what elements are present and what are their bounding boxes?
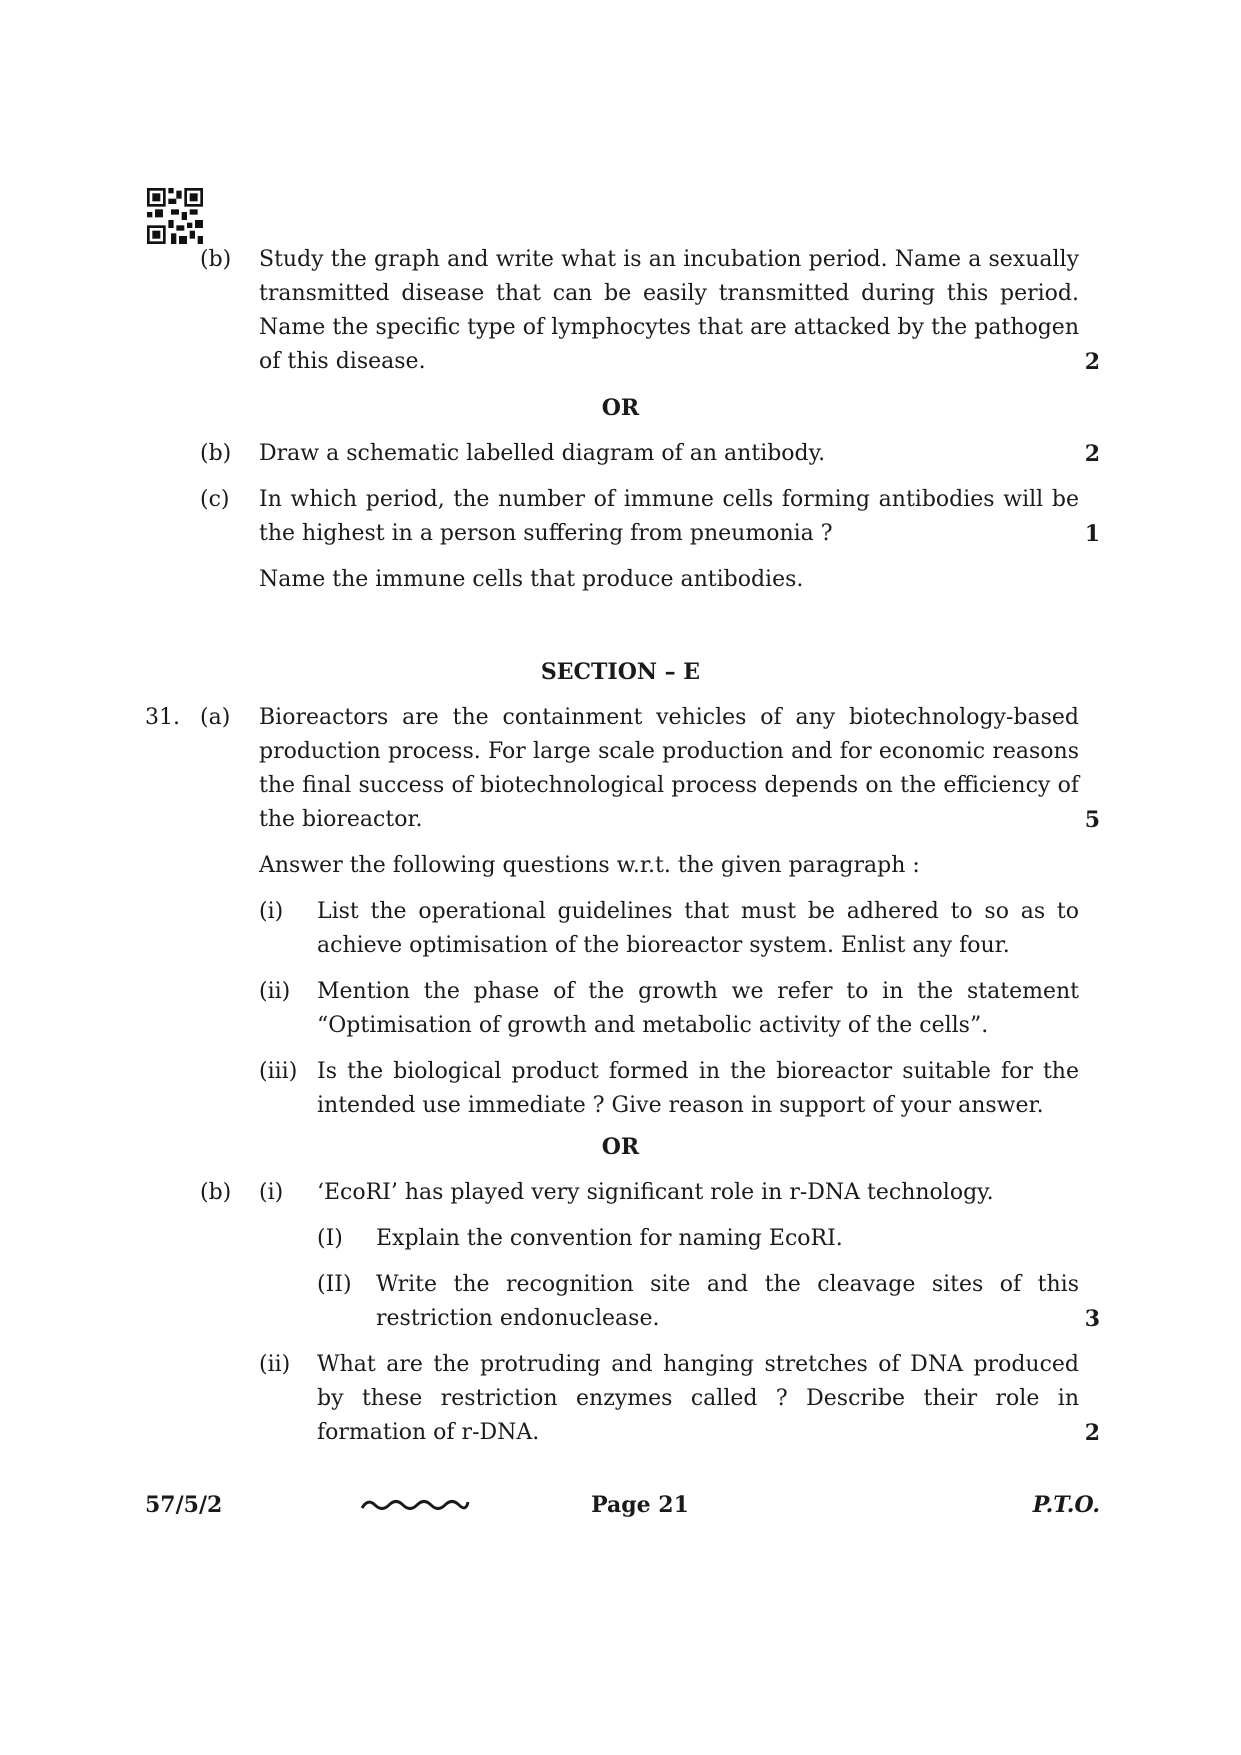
sub-question-text: ‘EcoRI’ has played very significant role in r-DNA technology.	[317, 1180, 994, 1205]
question-text: Name the immune cells that produce antibodies.	[259, 567, 804, 592]
question-label: (b)	[200, 441, 232, 466]
sub-sub-question-label: (I)	[317, 1226, 343, 1251]
question-number: 31.	[145, 705, 180, 730]
question-intro: Answer the following questions w.r.t. the given paragraph :	[259, 853, 920, 878]
marks: 3	[1084, 1306, 1100, 1332]
question-text: In which period, the number of immune cells forming antibodies will be the highest in a person suffering from pneumonia ?	[259, 487, 1079, 546]
question-label: (c)	[200, 487, 230, 512]
marks: 2	[1084, 1420, 1100, 1446]
or-divider: OR	[601, 395, 640, 421]
paper-code: 57/5/2	[145, 1492, 223, 1518]
question-label: (b)	[200, 1180, 232, 1205]
question-text: Draw a schematic labelled diagram of an antibody.	[259, 441, 826, 466]
sub-sub-question-text: Explain the convention for naming EcoRI.	[376, 1226, 843, 1251]
sub-question-label: (ii)	[259, 1352, 291, 1377]
question-text: Study the graph and write what is an incubation period. Name a sexually transmitted disease that can be easily transmitted during this period. Name the specific type of lymphocytes that are attacked by the pathogen of this disease.	[259, 247, 1079, 374]
sub-sub-question-text: Write the recognition site and the cleavage sites of this restriction endonuclease.	[376, 1272, 1079, 1331]
please-turn-over: P.T.O.	[1032, 1492, 1100, 1518]
sub-question-label: (i)	[259, 899, 284, 924]
question-label: (a)	[200, 705, 231, 730]
sub-question-text: List the operational guidelines that must be adhered to so as to achieve optimisation of the bioreactor system. Enlist any four.	[317, 899, 1079, 958]
sub-sub-question-label: (II)	[317, 1272, 352, 1297]
question-text: Bioreactors are the containment vehicles of any biotechnology-based production process. For large scale production and for economic reasons the final success of biotechnological process depends on the efficiency of the bioreactor.	[259, 705, 1079, 832]
marks: 2	[1084, 441, 1100, 467]
section-heading: SECTION – E	[540, 659, 701, 685]
sub-question-text: Mention the phase of the growth we refer to in the statement “Optimisation of growth and metabolic activity of the cells”.	[317, 979, 1079, 1038]
sub-question-label: (ii)	[259, 979, 291, 1004]
marks: 2	[1084, 349, 1100, 375]
qr-code-icon	[147, 188, 203, 244]
sub-question-label: (i)	[259, 1180, 284, 1205]
page-number: Page 21	[591, 1492, 689, 1518]
marks: 5	[1084, 807, 1100, 833]
or-divider: OR	[601, 1134, 640, 1160]
sub-question-label: (iii)	[259, 1059, 298, 1084]
marks: 1	[1084, 521, 1100, 547]
sub-question-text: What are the protruding and hanging stretches of DNA produced by these restriction enzymes called ? Describe their role in formation of r-DNA.	[317, 1352, 1079, 1445]
question-label: (b)	[200, 247, 232, 272]
sub-question-text: Is the biological product formed in the bioreactor suitable for the intended use immediate ? Give reason in support of your answer.	[317, 1059, 1079, 1118]
